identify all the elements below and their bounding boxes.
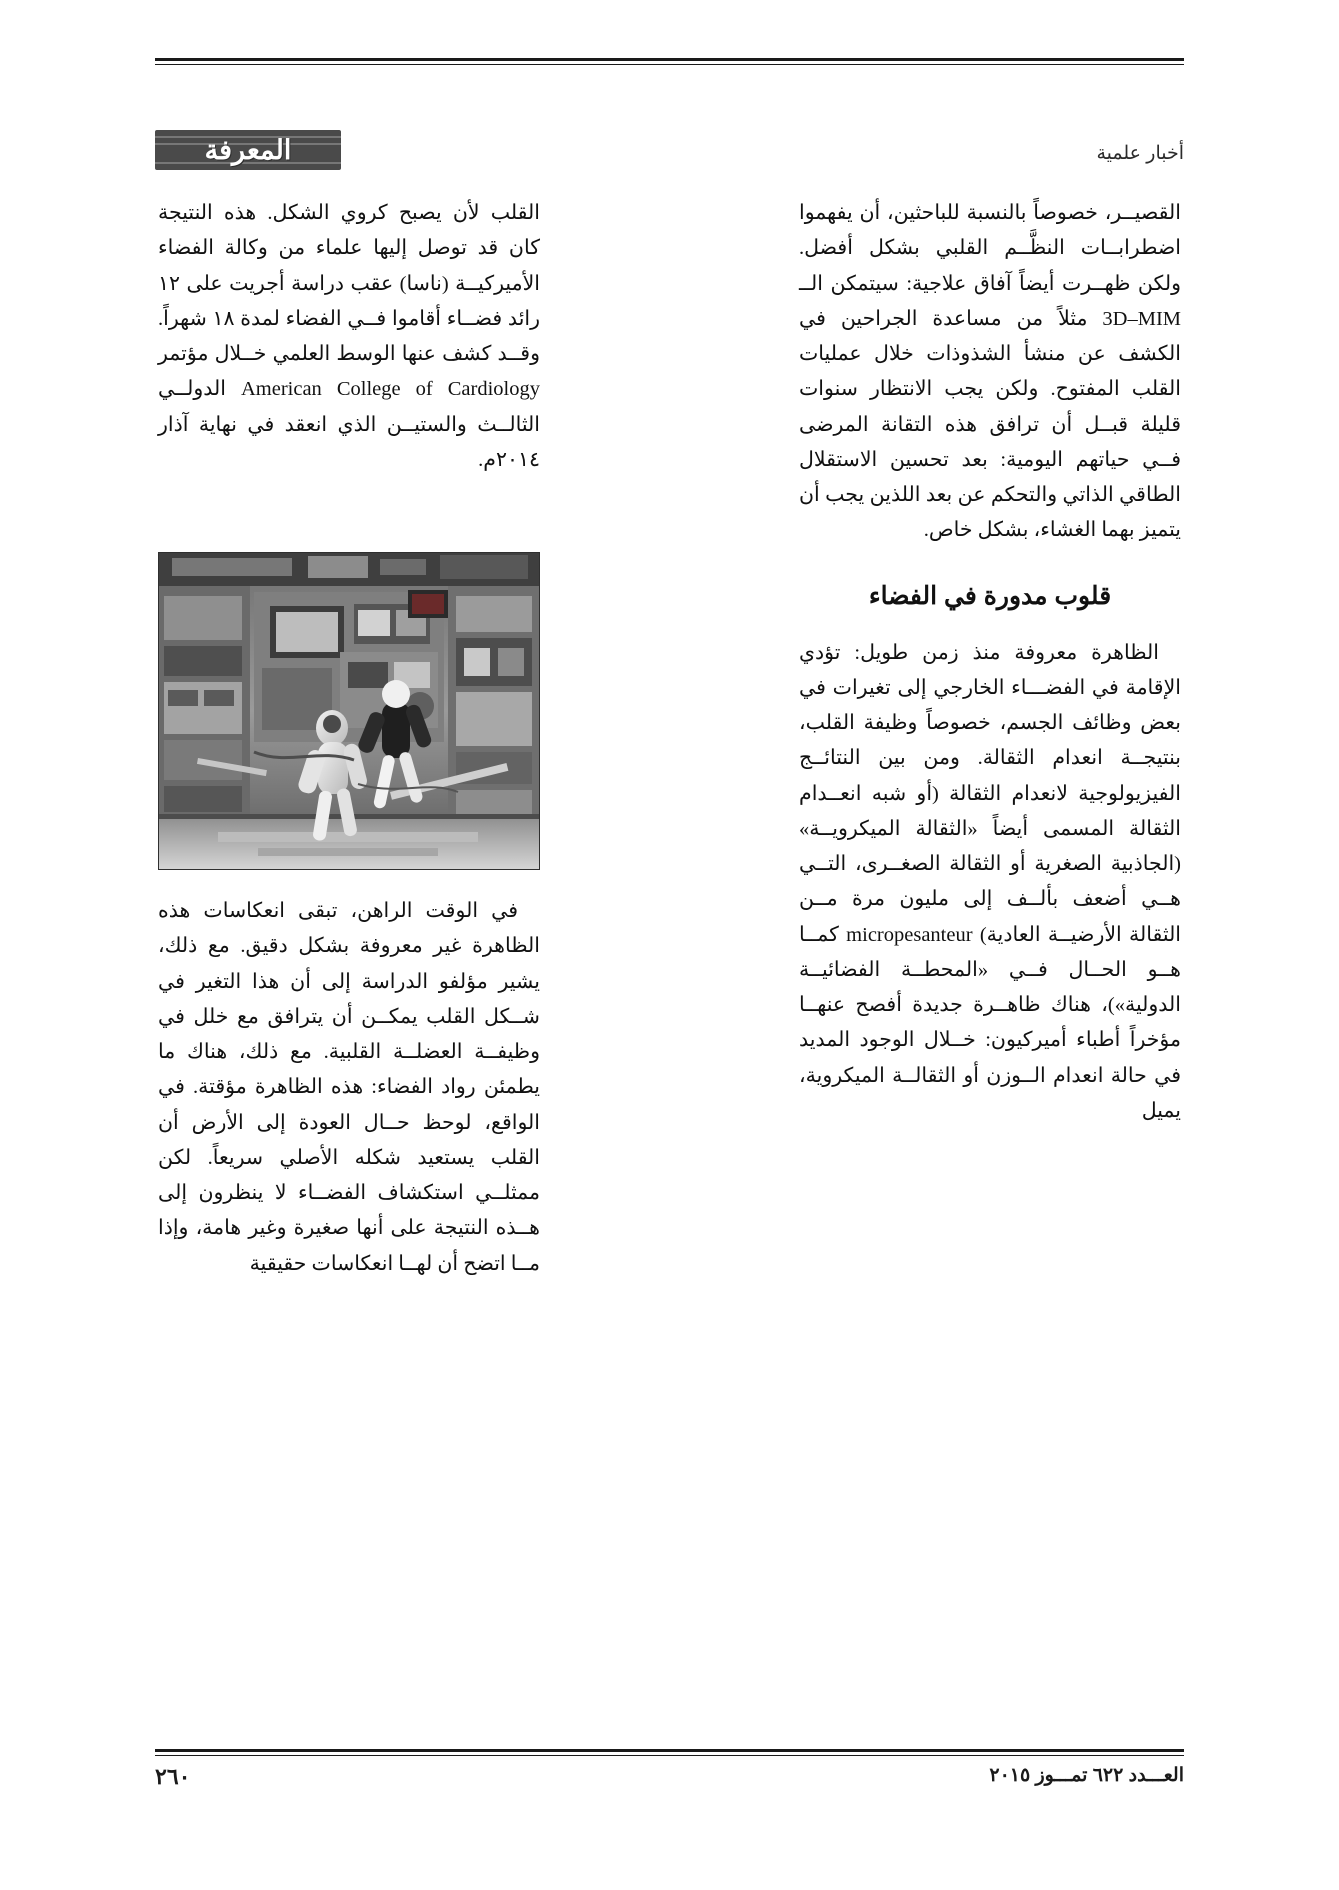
subheading-hearts-in-space [799, 575, 1181, 618]
section-label: أخبار علمية [1096, 143, 1184, 164]
paragraph-implications: في الوقت الراهن، تبقى انعكاسات هذه الظاهرة غير معروفة بشكل دقيق. مع ذلك، يشير مؤلفو الدراسة إلى أن هذا التغير في شــكل القلب يمكــن أن يترافق مع خلل في وظيفــة العضلــة القلبية. مع ذلك، هناك ما يطمئن رواد الفضاء: هذه الظاهرة مؤقتة. في الواقع، لوحظ حــال العودة إلى الأرض أن القلب يستعيد شكله الأصلي سريعاً. لكن ممثلــي استكشاف الفضــاء لا ينظرون إلى هــذه النتيجة على أنها صغيرة وغير هامة، وإذا مــا اتضح أن لهــا انعكاسات حقيقية [158, 900, 540, 1275]
column-left [158, 196, 540, 481]
footer-rule-thick [155, 1749, 1184, 1752]
photo-space-station [158, 552, 540, 870]
masthead-logo [155, 130, 341, 170]
header-rule-thick [155, 58, 1184, 61]
paragraph-continuation: القصيــر، خصوصاً بالنسبة للباحثين، أن يفهموا اضطرابــات النظَّــم القلبي بشكل أفضل. ولكن ظهــرت أيضاً آفاق علاجية: سيتمكن الــ 3D–MIM مثلاً من مساعدة الجراحين في الكشف عن منشأ الشذوذات خلال عمليات القلب المفتوح. ولكن يجب الانتظار سنوات قليلة قبــل أن ترافق هذه التقانة المرضى فــي حياتهم اليومية: بعد تحسين الاستقلال الطاقي الذاتي والتحكم عن بعد اللذين يجب أن يتميز بهما الغشاء، بشكل خاص. [799, 202, 1181, 542]
masthead-text: المعرفة [204, 134, 292, 165]
paragraph-nasa-study: القلب لأن يصبح كروي الشكل. هذه النتيجة كان قد توصل إليها علماء من وكالة الفضاء الأميركيــة (ناسا) عقب دراسة أجريت على ١٢ رائد فضــاء أقاموا فــي الفضاء لمدة ١٨ شهراً. وقــد كشف عنها الوسط العلمي خــلال مؤتمر American College of Cardiology الدولــي الثالــث والستيــن الذي انعقد في نهاية آذار ٢٠١٤م. [158, 202, 540, 471]
page-header [155, 136, 1184, 180]
page-footer [155, 1764, 1184, 1798]
paragraph-phenomenon: الظاهرة معروفة منذ زمن طويل: تؤدي الإقامة في الفضـــاء الخارجي إلى تغيرات في بعض وظائف الجسم، خصوصاً وظيفة القلب، بنتيجــة انعدام الثقالة. ومن بين النتائــج الفيزيولوجية لانعدام الثقالة (أو شبه انعــدام الثقالة المسمى أيضاً «الثقالة الميكرويــة» (الجاذبية الصغرية أو الثقالة الصغــرى، التــي هــي أضعف بألــف إلى مليون مرة مــن الثقالة الأرضيــة العادية) micropesanteur كمــا هــو الحــال فــي «المحطــة الفضائيــة الدولية»)، هناك ظاهــرة جديدة أفصح عنهــا مؤخراً أطباء أميركيون: خــلال الوجود المديد في حالة انعدام الــوزن أو الثقالــة الميكروية، يميل [799, 641, 1182, 1122]
page-number: ٢٦٠ [155, 1764, 191, 1789]
issue-info: العـــدد ٦٢٢ تمـــوز ٢٠١٥ [989, 1765, 1184, 1786]
column-left-lower [158, 894, 540, 1285]
footer-rule-thin [155, 1755, 1184, 1756]
header-rule-thin [155, 64, 1184, 65]
column-right [799, 196, 1181, 1132]
subheading-text: قلوب مدورة في الفضاء [868, 581, 1112, 610]
